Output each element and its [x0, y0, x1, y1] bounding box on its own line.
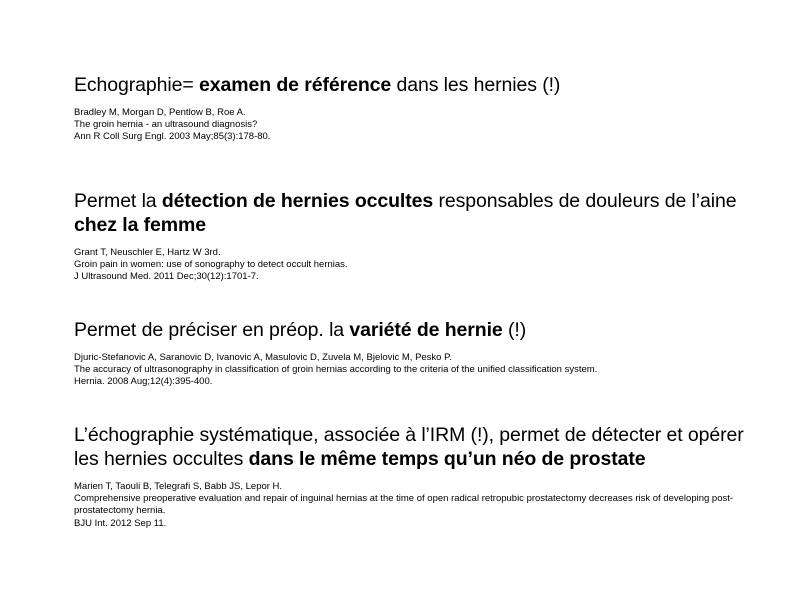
section-3-heading — [74, 318, 754, 342]
section-2-heading — [74, 189, 754, 237]
section-3 — [74, 318, 754, 389]
section-1-reference — [74, 107, 754, 144]
section-3-reference — [74, 352, 754, 389]
heading-text: responsables de douleurs de l’aine — [433, 190, 737, 212]
reference-citation: J Ultrasound Med. 2011 Dec;30(12):1701-7. — [74, 271, 259, 283]
section-1 — [74, 73, 754, 144]
reference-authors: Marien T, Taouli B, Telegrafi S, Babb JS, Lepor H. — [74, 481, 283, 492]
section-2-reference — [74, 247, 754, 284]
reference-title: Groin pain in women: use of sonography to detect occult hernias. — [74, 259, 348, 271]
reference-title: The accuracy of ultrasonography in classification of groin hernias according to the criteria of the unified classification system. — [74, 364, 598, 376]
section-4 — [74, 423, 754, 530]
reference-authors: Bradley M, Morgan D, Pentlow B, Roe A. — [74, 107, 246, 118]
heading-text: Echographie= — [74, 74, 200, 96]
heading-emphasis: dans le même temps qu’un néo de prostate — [248, 448, 646, 470]
section-4-heading — [74, 423, 754, 471]
reference-citation: Hernia. 2008 Aug;12(4):395-400. — [74, 376, 213, 388]
section-2 — [74, 189, 754, 284]
reference-citation: BJU Int. 2012 Sep 11. — [74, 517, 167, 529]
heading-text: Permet la — [74, 190, 162, 212]
heading-text: L’échographie systématique, associée à l’IRM (!), permet de détecter et opérer les hernies occultes — [74, 424, 744, 470]
heading-text: Permet de préciser en préop. la — [74, 319, 350, 341]
section-1-heading — [74, 73, 754, 97]
reference-authors: Djuric-Stefanovic A, Saranovic D, Ivanovic A, Masulovic D, Zuvela M, Bjelovic M, Pesko P. — [74, 352, 452, 363]
reference-citation: Ann R Coll Surg Engl. 2003 May;85(3):178-80. — [74, 131, 271, 143]
heading-emphasis: variété de hernie — [349, 319, 503, 341]
reference-authors: Grant T, Neuschler E, Hartz W 3rd. — [74, 247, 221, 258]
heading-emphasis: examen de référence — [199, 74, 392, 96]
heading-text: (!) — [502, 319, 527, 341]
reference-title: Comprehensive preoperative evaluation and repair of inguinal hernias at the time of open radical retropubic prostatectomy decreases risk of developing post-prostatectomy hernia. — [74, 493, 734, 517]
heading-emphasis: chez la femme — [74, 214, 207, 236]
section-4-reference — [74, 481, 754, 530]
heading-text: dans les hernies (!) — [391, 74, 561, 96]
heading-emphasis: détection de hernies occultes — [161, 190, 434, 212]
reference-title: The groin hernia - an ultrasound diagnosis? — [74, 119, 258, 131]
